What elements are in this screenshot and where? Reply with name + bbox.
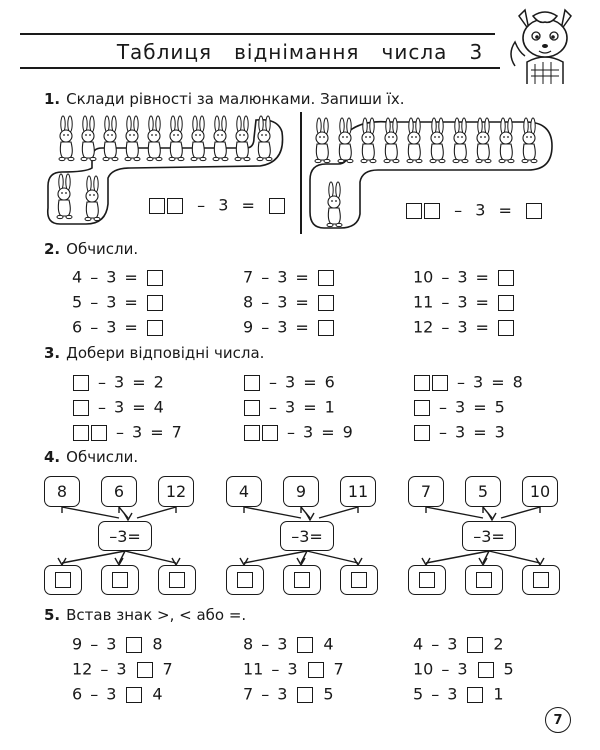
page-title: Таблиця віднімання числа 3 (116, 40, 484, 64)
comparison-row: 11 – 3 7 (243, 659, 344, 679)
input-number-box: 11 (340, 476, 376, 507)
task2-heading: 2. Обчисли. (44, 240, 139, 258)
task1-left-equation: – 3 = (148, 195, 286, 216)
comparison-row: 4 – 3 2 (413, 634, 504, 654)
operation-box: –3= (462, 521, 516, 551)
answer-box[interactable] (351, 572, 367, 588)
comparison-row: 9 – 3 8 (72, 634, 163, 654)
equation-row: 6 – 3 = (72, 317, 164, 338)
sign-box[interactable] (478, 662, 494, 678)
task5-heading: 5. Встав знак >, < або =. (44, 606, 247, 624)
result-box[interactable] (44, 565, 82, 595)
task1-heading: 1. Склади рівності за малюнками. Запиши їх. (44, 90, 405, 108)
operation-box: –3= (280, 521, 334, 551)
result-box[interactable] (158, 565, 196, 595)
equation-row: 11 – 3 = (413, 292, 515, 313)
comparison-row: 10 – 3 5 (413, 659, 514, 679)
answer-box[interactable] (169, 572, 185, 588)
task4-heading: 4. Обчисли. (44, 448, 139, 466)
task1-right-equation: – 3 = (405, 200, 543, 221)
result-box[interactable] (408, 565, 446, 595)
equation-row: 10 – 3 = (413, 267, 515, 288)
equation-row: 4 – 3 = (72, 267, 164, 288)
comparison-row: 8 – 3 4 (243, 634, 334, 654)
answer-box[interactable] (476, 572, 492, 588)
sign-box[interactable] (308, 662, 324, 678)
equation-row: 7 – 3 = (243, 267, 335, 288)
input-number-box: 7 (408, 476, 444, 507)
equation-row: – 3 = 9 (243, 422, 353, 443)
equation-row: 12 – 3 = (413, 317, 515, 338)
comparison-row: 5 – 3 1 (413, 684, 504, 704)
sign-box[interactable] (467, 637, 483, 653)
sign-box[interactable] (297, 687, 313, 703)
sign-box[interactable] (297, 637, 313, 653)
input-number-box: 4 (226, 476, 262, 507)
equation-row: 5 – 3 = (72, 292, 164, 313)
result-box[interactable] (340, 565, 378, 595)
input-number-box: 12 (158, 476, 194, 507)
sign-box[interactable] (467, 687, 483, 703)
input-number-box: 10 (522, 476, 558, 507)
equation-row: – 3 = 1 (243, 397, 335, 418)
answer-box[interactable] (237, 572, 253, 588)
answer-box[interactable] (533, 572, 549, 588)
sign-box[interactable] (126, 687, 142, 703)
comparison-row: 6 – 3 4 (72, 684, 163, 704)
result-box[interactable] (226, 565, 264, 595)
sign-box[interactable] (137, 662, 153, 678)
equation-row: – 3 = 7 (72, 422, 182, 443)
result-box[interactable] (101, 565, 139, 595)
comparison-row: 12 – 3 7 (72, 659, 173, 679)
equation-row: – 3 = 3 (413, 422, 505, 443)
equation-row: – 3 = 6 (243, 372, 335, 393)
equation-row: 8 – 3 = (243, 292, 335, 313)
answer-box[interactable] (55, 572, 71, 588)
task3-heading: 3. Добери відповідні числа. (44, 344, 265, 362)
operation-box: –3= (98, 521, 152, 551)
input-number-box: 9 (283, 476, 319, 507)
equation-row: – 3 = 2 (72, 372, 164, 393)
answer-box[interactable] (112, 572, 128, 588)
input-number-box: 8 (44, 476, 80, 507)
result-box[interactable] (465, 565, 503, 595)
equation-row: – 3 = 5 (413, 397, 505, 418)
page-number: 7 (545, 707, 571, 733)
equation-row: – 3 = 4 (72, 397, 164, 418)
answer-box[interactable] (419, 572, 435, 588)
input-number-box: 5 (465, 476, 501, 507)
answer-box[interactable] (294, 572, 310, 588)
result-box[interactable] (522, 565, 560, 595)
result-box[interactable] (283, 565, 321, 595)
equation-row: – 3 = 8 (413, 372, 523, 393)
equation-row: 9 – 3 = (243, 317, 335, 338)
sign-box[interactable] (126, 637, 142, 653)
comparison-row: 7 – 3 5 (243, 684, 334, 704)
input-number-box: 6 (101, 476, 137, 507)
